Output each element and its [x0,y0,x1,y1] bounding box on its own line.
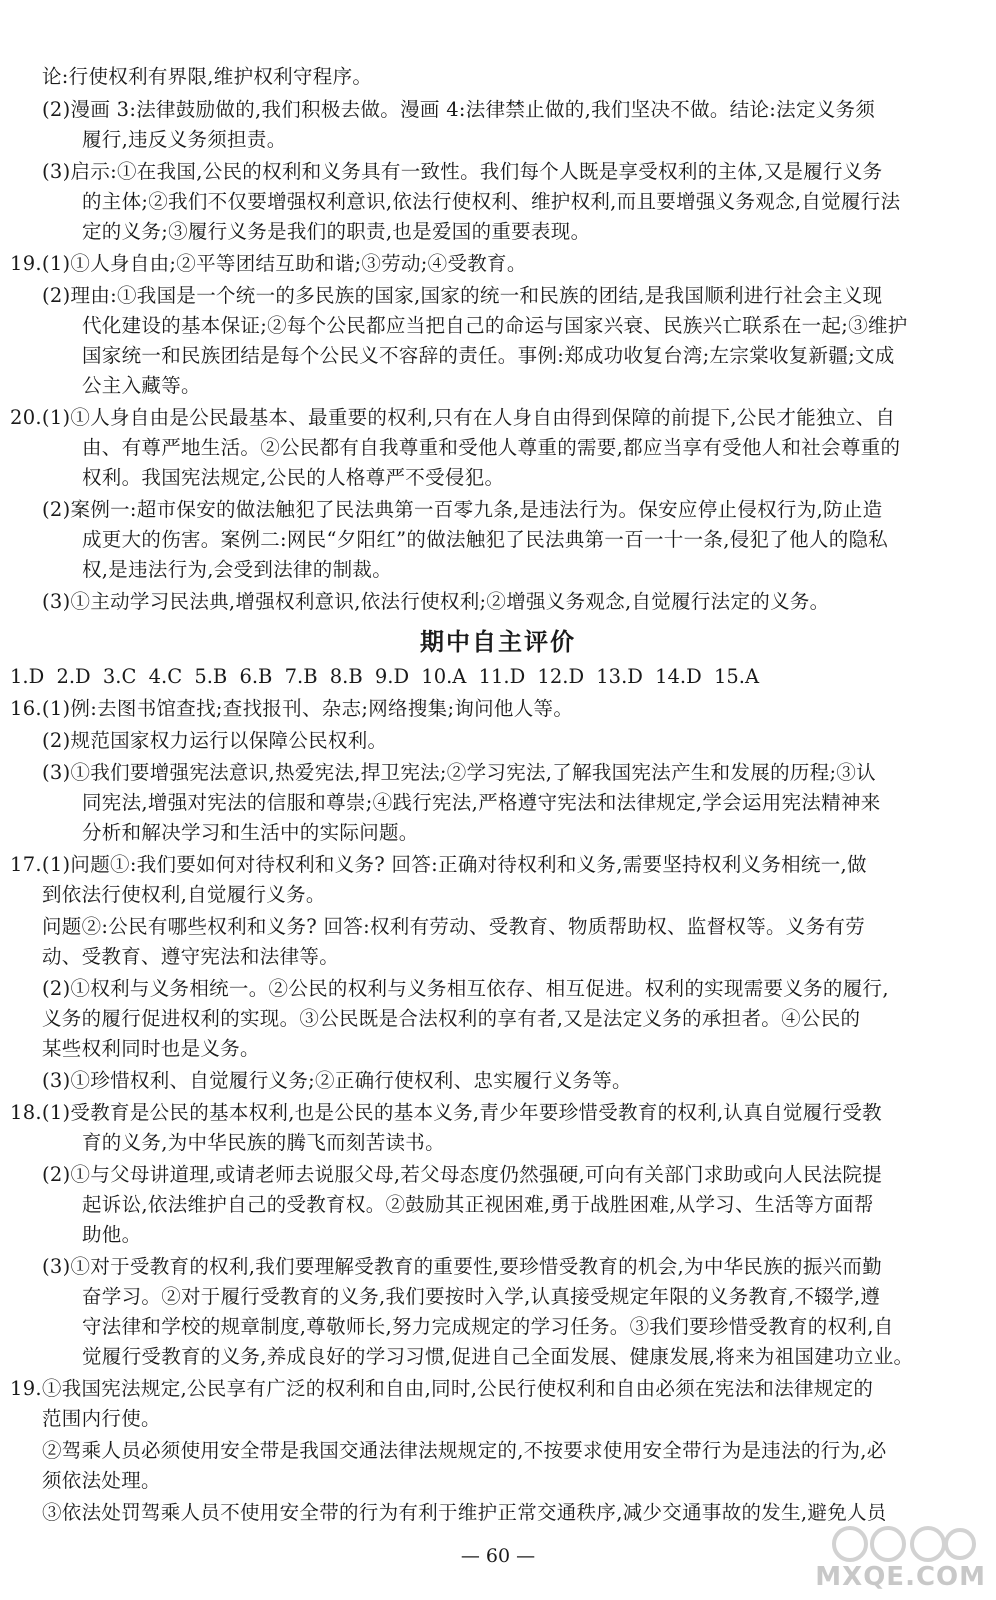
text-line: (2)①与父母讲道理,或请老师去说服父母,若父母态度仍然强硬,可向有关部门求助或向人民法院提 [42,1163,883,1186]
text-line: 奋学习。②对于履行受教育的义务,我们要按时入学,认真接受规定年限的义务教育,不辍学,遵 [82,1285,881,1308]
text-line: 权,是违法行为,会受到法律的制裁。 [82,558,392,581]
text-line: 16.(1)例:去图书馆查找;查找报刊、杂志;网络搜集;询问他人等。 [10,697,574,720]
text-line: 觉履行受教育的义务,养成良好的学习习惯,促进自己全面发展、健康发展,将来为祖国建功立业。 [82,1345,914,1368]
text-line: 履行,违反义务须担责。 [82,128,287,151]
text-line: (2)漫画 3:法律鼓励做的,我们积极去做。漫画 4:法律禁止做的,我们坚决不做。结论:法定义务须 [42,98,876,121]
page-number: — 60 — [460,1545,536,1567]
multiple-choice-answers: 1.D 2.D 3.C 4.C 5.B 6.B 7.B 8.B 9.D 10.A 11.D 12.D 13.D 14.D 15.A [10,665,760,688]
text-line: (3)①对于受教育的权利,我们要理解受教育的重要性,要珍惜受教育的机会,为中华民族的振兴而勤 [42,1255,883,1278]
text-line: 18.(1)受教育是公民的基本权利,也是公民的基本义务,青少年要珍惜受教育的权利,认真自觉履行受教 [10,1101,882,1124]
text-line: 育的义务,为中华民族的腾飞而刻苦读书。 [82,1131,445,1154]
text-line: ③依法处罚驾乘人员不使用安全带的行为有利于维护正常交通秩序,减少交通事故的发生,避免人员 [42,1501,887,1524]
text-line: 国家统一和民族团结是每个公民义不容辞的责任。事例:郑成功收复台湾;左宗棠收复新疆;文成 [82,344,895,367]
text-line: (2)①权利与义务相统一。②公民的权利与义务相互依存、相互促进。权利的实现需要义务的履行, [42,977,889,1000]
watermark-text: MXQE.COM [815,1562,986,1592]
text-line: 动、受教育、遵守宪法和法律等。 [42,945,340,968]
text-line: 义务的履行促进权利的实现。③公民既是合法权利的享有者,又是法定义务的承担者。④公民的 [42,1007,861,1030]
text-line: (3)①我们要增强宪法意识,热爱宪法,捍卫宪法;②学习宪法,了解我国宪法产生和发展的历程;③认 [42,761,876,784]
text-line: 成更大的伤害。案例二:网民“夕阳红”的做法触犯了民法典第一百一十一条,侵犯了他人的隐私 [82,528,889,551]
text-line: 起诉讼,依法维护自己的受教育权。②鼓励其正视困难,勇于战胜困难,从学习、生活等方面帮 [82,1193,874,1216]
text-line: (3)启示:①在我国,公民的权利和义务具有一致性。我们每个人既是享受权利的主体,又是履行义务 [42,160,883,183]
text-line: 定的义务;③履行义务是我们的职责,也是爱国的重要表现。 [82,220,591,243]
text-line: ②驾乘人员必须使用安全带是我国交通法律法规规定的,不按要求使用安全带行为是违法的行为,必 [42,1439,887,1462]
text-line: 须依法处理。 [42,1469,161,1492]
text-line: 分析和解决学习和生活中的实际问题。 [82,821,419,844]
text-line: (2)规范国家权力运行以保障公民权利。 [42,729,388,752]
text-line: 由、有尊严地生活。②公民都有自我尊重和受他人尊重的需要,都应当享有受他人和社会尊重的 [82,436,901,459]
text-line: 某些权利同时也是义务。 [42,1037,260,1060]
section-heading: 期中自主评价 [420,628,576,656]
text-line: 助他。 [82,1223,142,1246]
text-line: 论:行使权利有界限,维护权利守程序。 [42,65,373,88]
text-line: (3)①主动学习民法典,增强权利意识,依法行使权利;②增强义务观念,自觉履行法定的义务。 [42,590,830,613]
text-line: 20.(1)①人身自由是公民最基本、最重要的权利,只有在人身自由得到保障的前提下,公民才能独立、自 [10,406,896,429]
text-line: 守法律和学校的规章制度,尊敬师长,努力完成规定的学习任务。③我们要珍惜受教育的权利,自 [82,1315,894,1338]
text-line: 19.①我国宪法规定,公民享有广泛的权利和自由,同时,公民行使权利和自由必须在宪法和法律规定的 [10,1377,874,1400]
text-line: 公主入藏等。 [82,374,201,397]
text-line: 代化建设的基本保证;②每个公民都应当把自己的命运与国家兴衰、民族兴亡联系在一起;③维护 [82,314,908,337]
text-line: 同宪法,增强对宪法的信服和尊崇;④践行宪法,严格遵守宪法和法律规定,学会运用宪法精神来 [82,791,881,814]
text-line: 到依法行使权利,自觉履行义务。 [42,883,326,906]
text-line: 权利。我国宪法规定,公民的人格尊严不受侵犯。 [82,466,505,489]
text-line: (3)①珍惜权利、自觉履行义务;②正确行使权利、忠实履行义务等。 [42,1069,632,1092]
text-line: 的主体;②我们不仅要增强权利意识,依法行使权利、维护权利,而且要增强义务观念,自觉履行法 [82,190,901,213]
text-line: 问题②:公民有哪些权利和义务? 回答:权利有劳动、受教育、物质帮助权、监督权等。义务有劳 [42,915,865,938]
text-line: (2)案例一:超市保安的做法触犯了民法典第一百零九条,是违法行为。保安应停止侵权行为,防止造 [42,498,883,521]
text-line: 19.(1)①人身自由;②平等团结互助和谐;③劳动;④受教育。 [10,252,527,275]
text-line: 17.(1)问题①:我们要如何对待权利和义务? 回答:正确对待权利和义务,需要坚持权利义务相统一,做 [10,853,867,876]
text-line: (2)理由:①我国是一个统一的多民族的国家,国家的统一和民族的团结,是我国顺利进行社会主义现 [42,284,883,307]
text-line: 范围内行使。 [42,1407,161,1430]
